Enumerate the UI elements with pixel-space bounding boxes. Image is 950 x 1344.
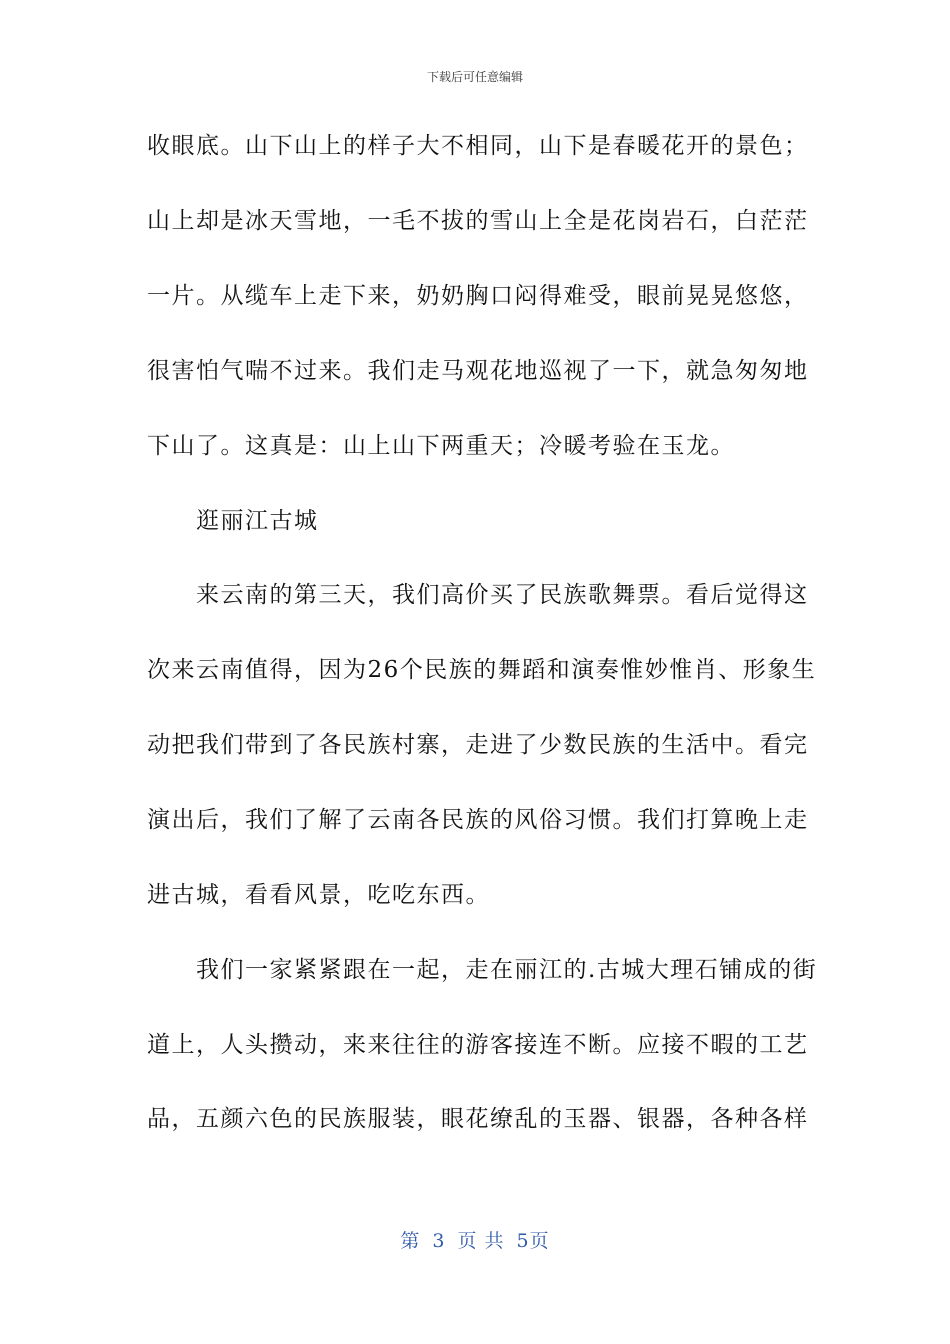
footer-mid: 页 共	[457, 1230, 505, 1252]
body-line-4: 很害怕气喘不过来。我们走马观花地巡视了一下，就急匆匆地	[147, 358, 809, 384]
body-line-9: 动把我们带到了各民族村寨，走进了少数民族的生活中。看完	[147, 732, 809, 758]
body-line-10: 演出后，我们了解了云南各民族的风俗习惯。我们打算晚上走	[147, 807, 809, 833]
page-footer	[0, 1226, 950, 1253]
body-line-3: 一片。从缆车上走下来，奶奶胸口闷得难受，眼前晃晃悠悠，	[147, 283, 809, 309]
body-line-1: 收眼底。山下山上的样子大不相同，山下是春暖花开的景色；	[147, 133, 809, 159]
body-line-8: 次来云南值得，因为26个民族的舞蹈和演奏惟妙惟肖、形象生	[147, 657, 817, 683]
body-line-7: 来云南的第三天，我们高价买了民族歌舞票。看后觉得这	[147, 582, 809, 608]
page-header: 下载后可任意编辑	[426, 70, 523, 84]
footer-prefix: 第	[400, 1230, 421, 1252]
body-line-14: 品，五颜六色的民族服装，眼花缭乱的玉器、银器，各种各样	[147, 1106, 809, 1132]
footer-current-page: 3	[432, 1230, 446, 1252]
body-line-11: 进古城，看看风景，吃吃东西。	[147, 882, 490, 908]
section-heading: 逛丽江古城	[147, 508, 319, 534]
body-line-12: 我们一家紧紧跟在一起，走在丽江的.古城大理石铺成的街	[147, 957, 818, 983]
body-line-13: 道上，人头攒动，来来往往的游客接连不断。应接不暇的工艺	[147, 1032, 809, 1058]
footer-total-pages: 5页	[516, 1230, 550, 1252]
body-line-2: 山上却是冰天雪地，一毛不拔的雪山上全是花岗岩石，白茫茫	[147, 208, 809, 234]
body-line-5: 下山了。这真是：山上山下两重天；冷暖考验在玉龙。	[147, 433, 735, 459]
